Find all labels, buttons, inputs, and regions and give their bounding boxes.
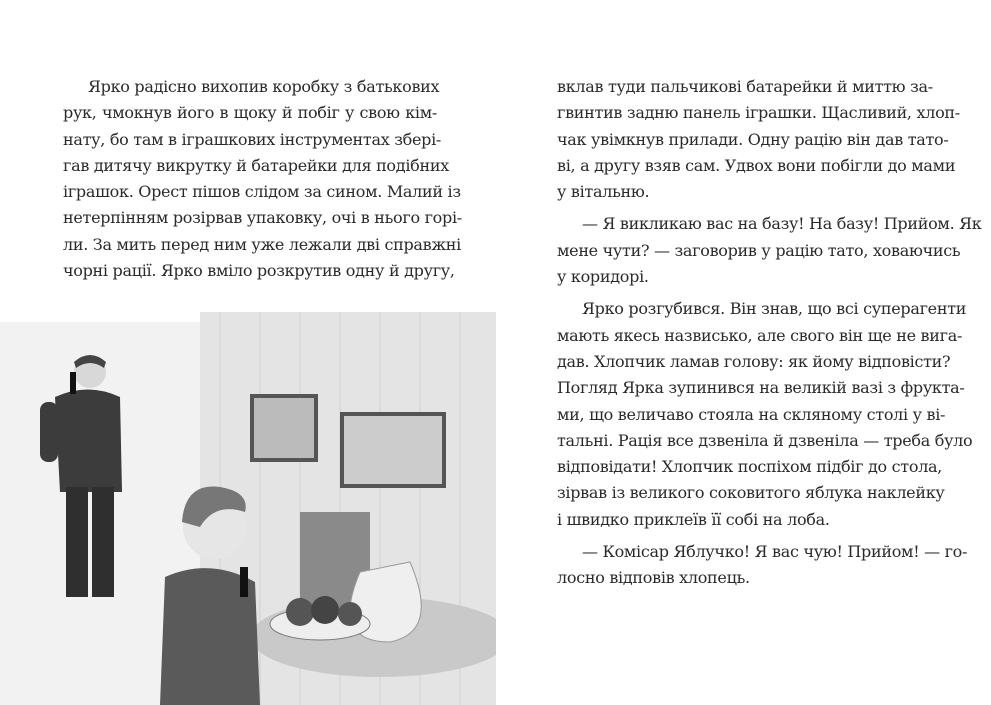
text-line: зірвав із великого соковитого яблука наклейку [557, 483, 945, 503]
text-line: у вітальню. [557, 182, 650, 202]
text-line: нату, бо там в іграшкових інструментах збері- [63, 129, 442, 149]
text-line: Ярко розгубився. Він знав, що всі суперагенти [582, 299, 967, 319]
text-line: — Комісар Яблучко! Я вас чую! Прийом! — го- [582, 542, 968, 562]
right-page-text [557, 74, 982, 598]
text-line: чорні рації. Ярко вміло розкрутив одну й другу, [63, 261, 455, 281]
text-line: лосно відповів хлопець. [557, 568, 750, 588]
text-line: рук, чмокнув його в щоку й побіг у свою кім- [63, 103, 437, 123]
text-line: ми, що величаво стояла на скляному столі у ві- [557, 404, 946, 424]
text-line: тальні. Рація все дзвеніла й дзвеніла — треба було [557, 430, 973, 450]
text-line: іграшок. Орест пішов слідом за сином. Малий із [63, 182, 461, 202]
text-line: гав дитячу викрутку й батарейки для подібних [63, 155, 449, 175]
text-line: чак увімкнув прилади. Одну рацію він дав тато- [557, 129, 949, 149]
text-line: мають якесь назвисько, але свого він ще не вига- [557, 325, 963, 345]
paragraph [557, 211, 982, 290]
text-line: Погляд Ярка зупинився на великій вазі з фрукта- [557, 378, 965, 398]
text-line: вклав туди пальчикові батарейки й миттю за- [557, 77, 933, 96]
paragraph [63, 74, 462, 284]
text-line: у коридорі. [557, 267, 649, 287]
text-line: ли. За мить перед ним уже лежали дві справжні [63, 234, 461, 254]
paragraph [557, 539, 968, 592]
picture-frame-large [342, 414, 444, 486]
paragraph [557, 74, 960, 205]
text-line: гвинтив задню панель іграшки. Щасливий, хлоп- [557, 103, 960, 123]
text-line: мене чути? — заговорив у рацію тато, ховаючись [557, 240, 961, 260]
text-line: відповідати! Хлопчик поспіхом підбіг до стола, [557, 457, 943, 477]
paragraph [557, 296, 973, 533]
picture-frame-small [252, 396, 316, 460]
text-line: Ярко радісно вихопив коробку з батькових [88, 77, 440, 96]
text-line: — Я викликаю вас на базу! На базу! Прийом. Як [582, 214, 982, 234]
text-line: ві, а другу взяв сам. Удвох вони побігли до мами [557, 155, 956, 175]
left-page-text [63, 74, 462, 290]
illustration-father-and-son-with-walkie-talkies [0, 312, 496, 705]
text-line: і швидко приклеїв її собі на лоба. [557, 509, 830, 529]
text-line: дав. Хлопчик ламав голову: як йому відповісти? [557, 351, 951, 371]
text-line: нетерпінням розірвав упаковку, очі в нього горі- [63, 208, 462, 228]
